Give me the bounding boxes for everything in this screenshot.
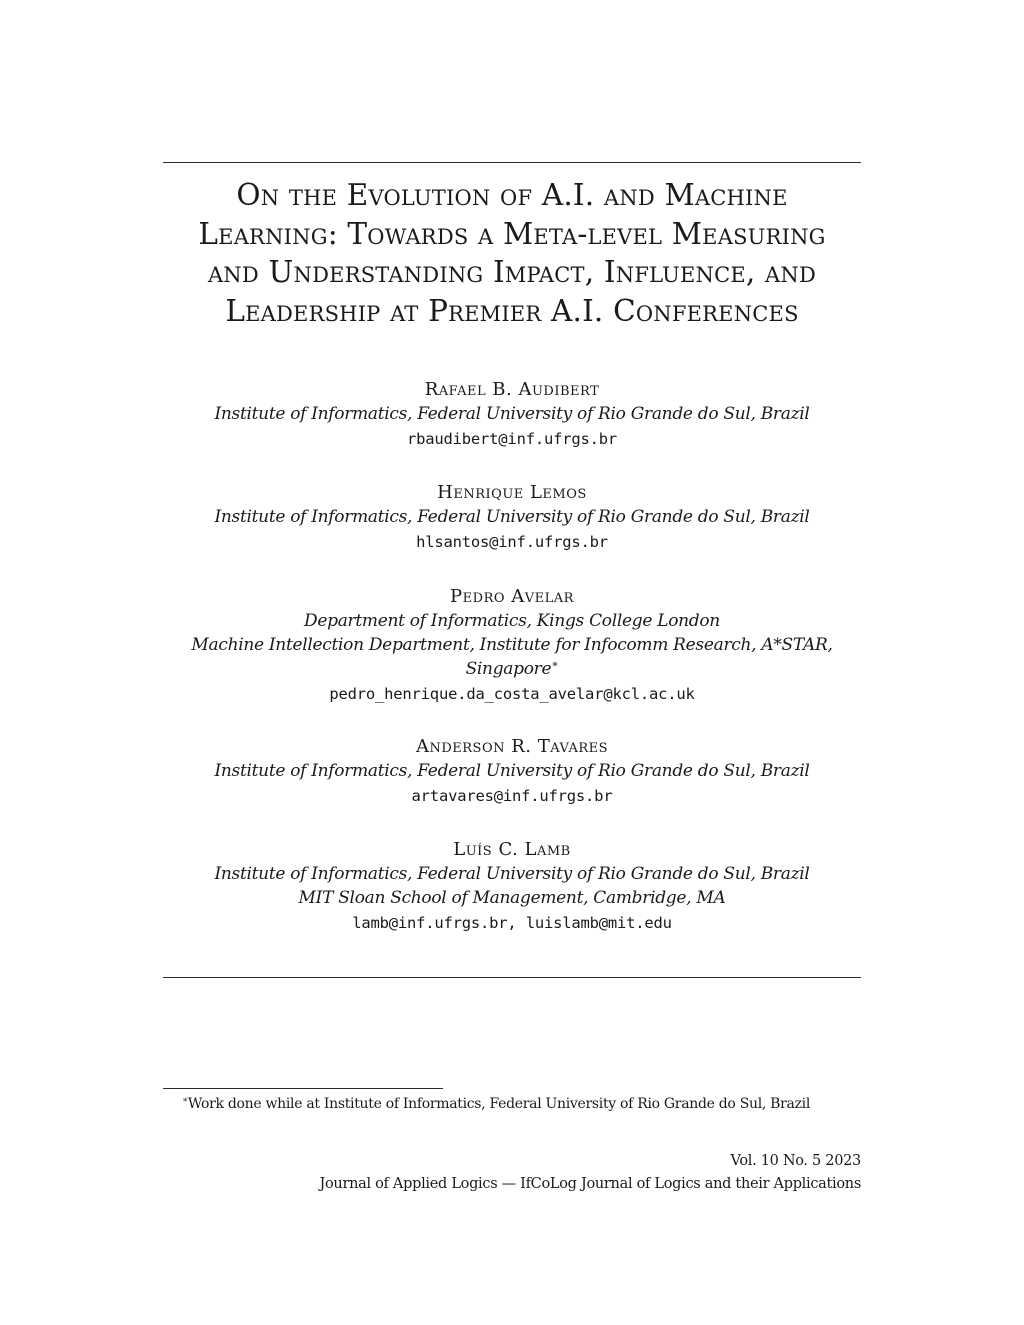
- author-affiliation: Department of Informatics, Kings College London: [304, 611, 720, 631]
- author-email[interactable]: artavares@inf.ufrgs.br: [411, 787, 613, 805]
- author-name: Rafael B. Audibert: [424, 379, 600, 400]
- author-email[interactable]: lamb@inf.ufrgs.br, luislamb@mit.edu: [352, 914, 672, 932]
- journal-name: Journal of Applied Logics — IfCoLog Journal of Logics and their Applications: [319, 1176, 861, 1192]
- title-line: Leadership at Premier A.I. Conferences: [225, 293, 799, 328]
- author-name: Luís C. Lamb: [453, 839, 571, 860]
- author-affiliation: MIT Sloan School of Management, Cambridge, MA: [298, 888, 726, 908]
- author-name: Anderson R. Tavares: [415, 736, 609, 757]
- footnote-mark: ∗: [182, 1095, 188, 1106]
- author-affiliation: [150, 657, 874, 681]
- author-block: [150, 735, 874, 809]
- author-affiliation: Institute of Informatics, Federal University of Rio Grande do Sul, Brazil: [214, 864, 810, 884]
- paper-title: [150, 176, 874, 330]
- journal-volume: Vol. 10 No. 5 2023: [730, 1153, 861, 1169]
- author-email[interactable]: hlsantos@inf.ufrgs.br: [416, 533, 608, 551]
- author-block: [150, 481, 874, 555]
- footnote-text: Work done while at Institute of Informatics, Federal University of Rio Grande do Sul, Brazil: [187, 1096, 811, 1112]
- footnote: [182, 1094, 810, 1114]
- author-block: [150, 838, 874, 936]
- author-email[interactable]: pedro_henrique.da_costa_avelar@kcl.ac.uk: [329, 685, 695, 703]
- author-email[interactable]: rbaudibert@inf.ufrgs.br: [406, 430, 618, 448]
- affiliation-text: Singapore: [465, 659, 552, 679]
- title-top-rule: [163, 162, 861, 163]
- author-block: [150, 585, 874, 707]
- journal-info: [319, 1150, 861, 1196]
- author-name: Pedro Avelar: [450, 586, 574, 607]
- title-line: On the Evolution of A.I. and Machine: [236, 178, 788, 212]
- footnote-rule: [163, 1088, 443, 1089]
- authors-bottom-rule: [163, 977, 861, 978]
- author-affiliation: Machine Intellection Department, Institute for Infocomm Research, A*STAR,: [191, 635, 833, 655]
- author-affiliation: Institute of Informatics, Federal University of Rio Grande do Sul, Brazil: [214, 507, 810, 527]
- author-affiliation: Institute of Informatics, Federal University of Rio Grande do Sul, Brazil: [214, 404, 810, 424]
- title-line: Learning: Towards a Meta-level Measuring: [198, 216, 826, 251]
- title-line: and Understanding Impact, Influence, and: [207, 255, 817, 289]
- author-name: Henrique Lemos: [437, 482, 587, 503]
- author-affiliation: Institute of Informatics, Federal University of Rio Grande do Sul, Brazil: [214, 761, 810, 781]
- footnote-mark[interactable]: ∗: [551, 657, 559, 671]
- author-block: [150, 378, 874, 452]
